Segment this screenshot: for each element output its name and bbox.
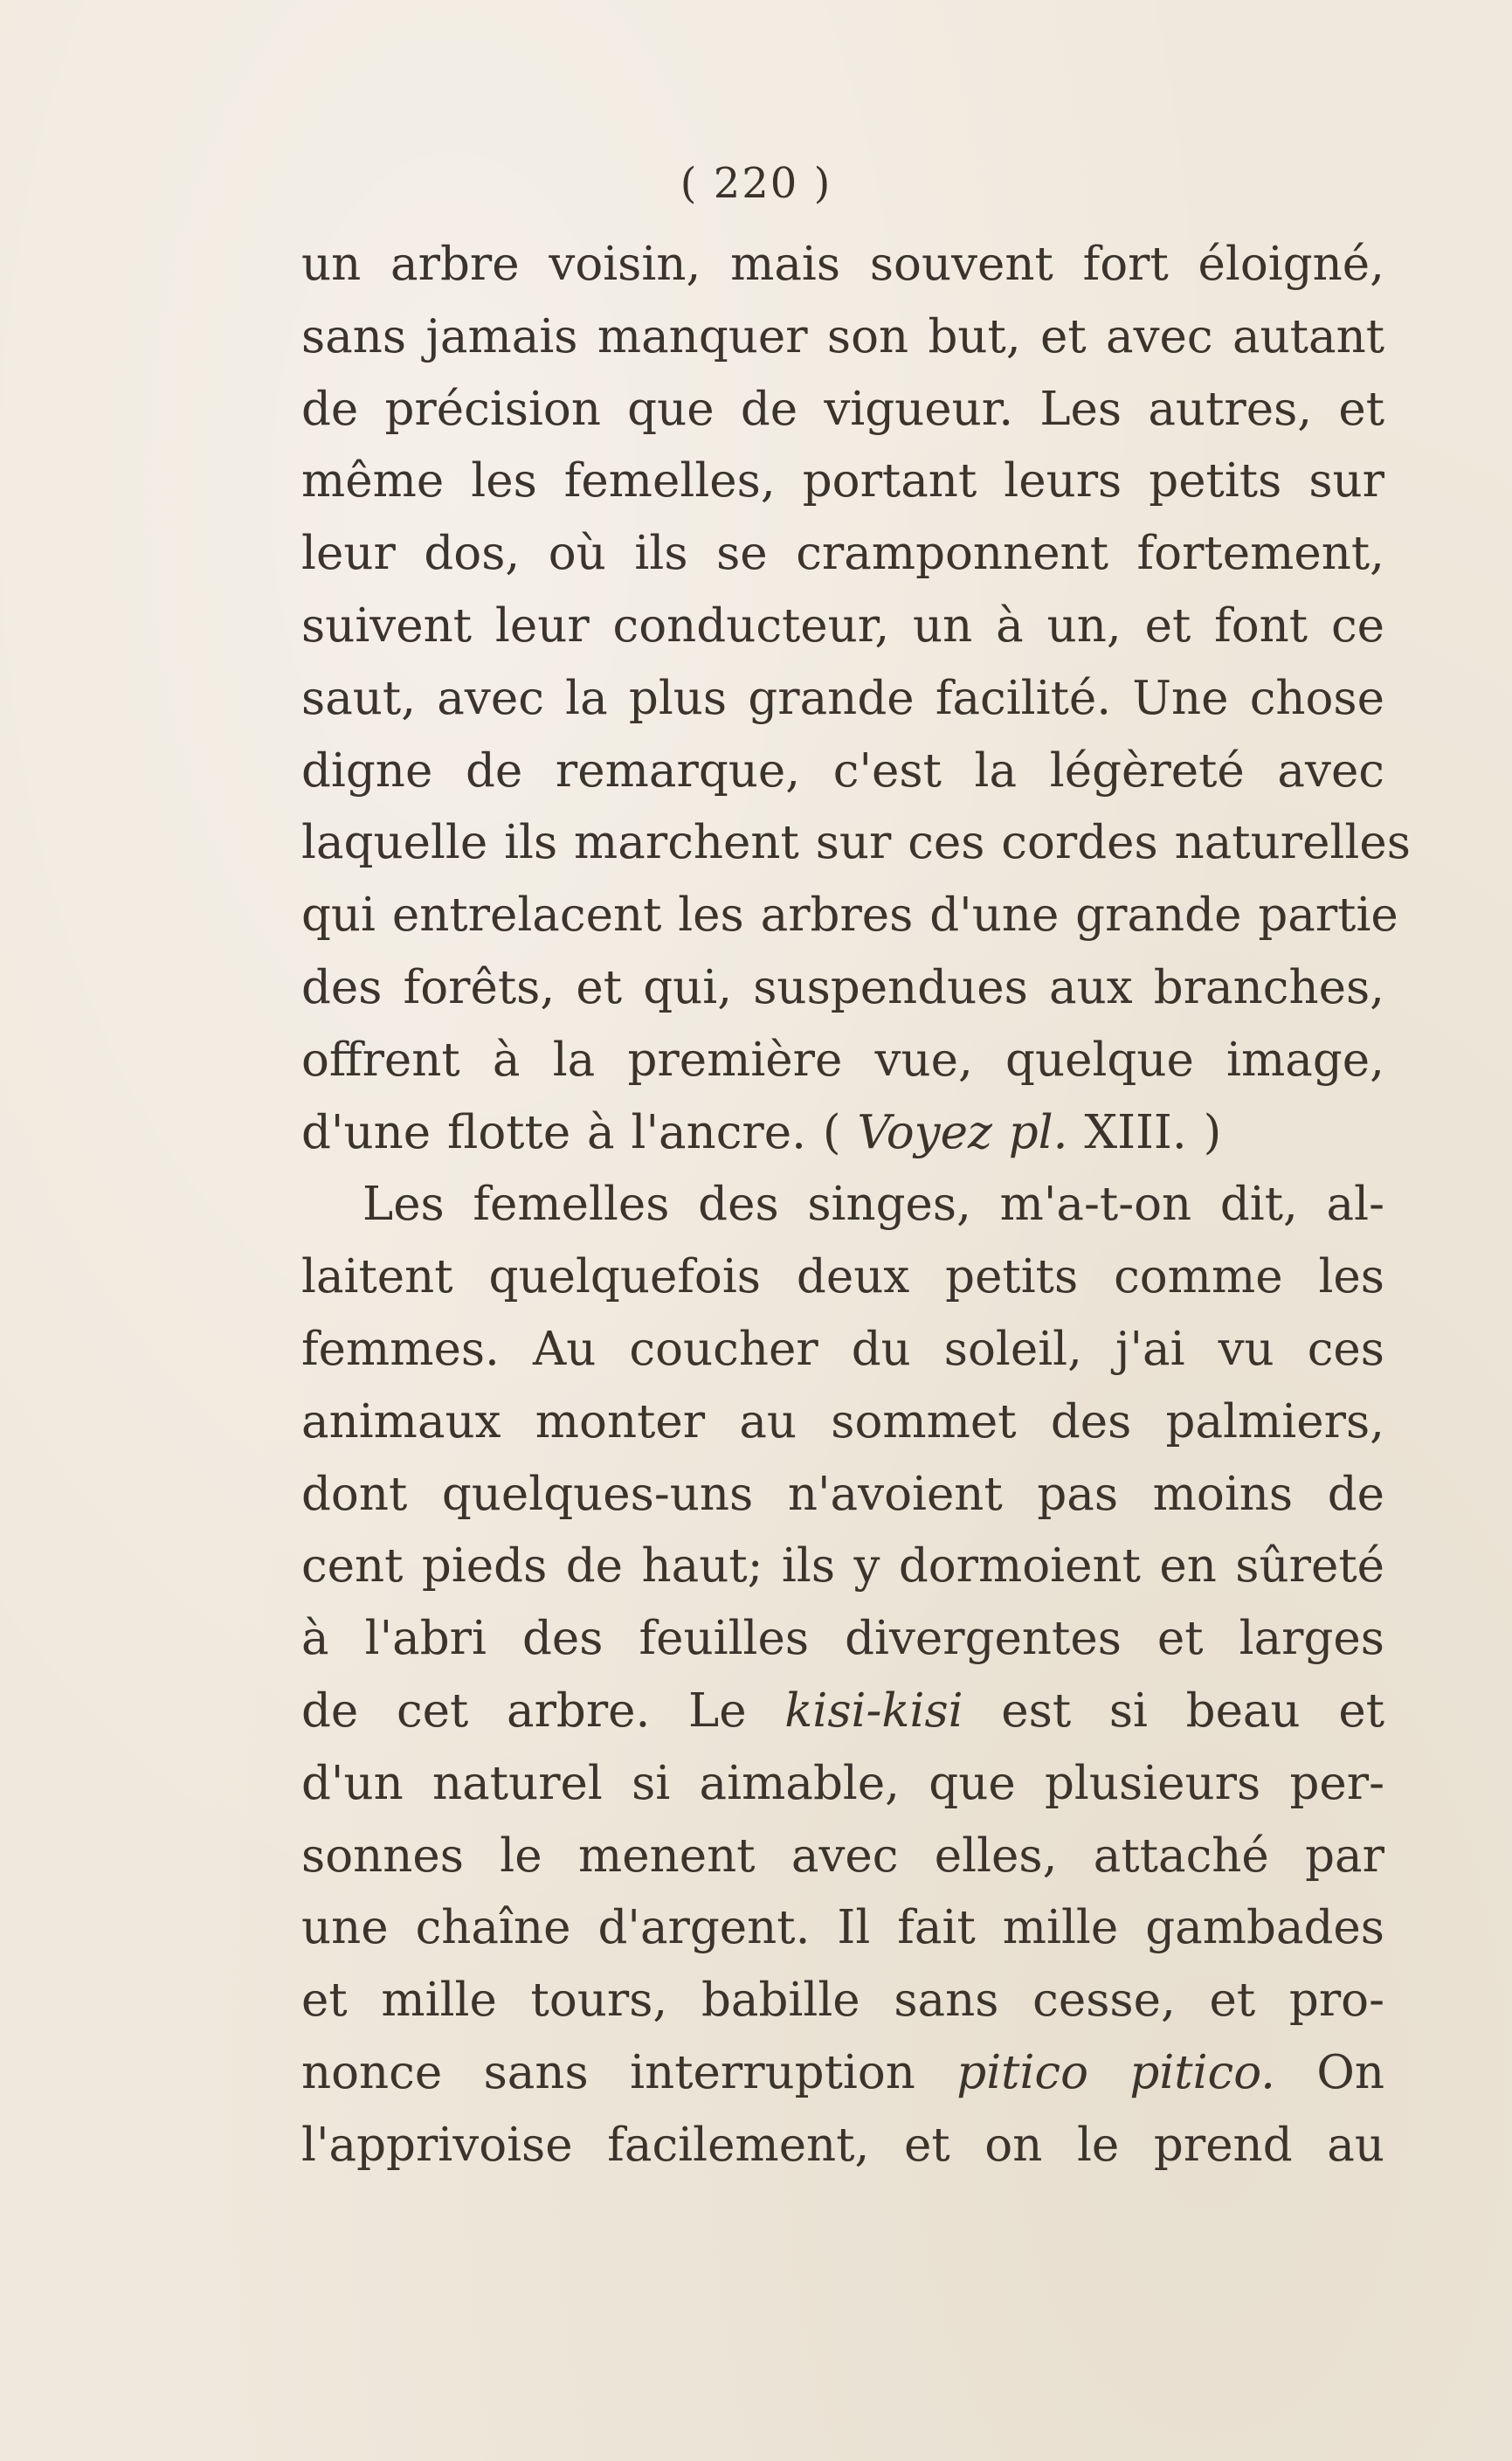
text-line: cent pieds de haut; ils y dormoient en sûreté: [301, 1539, 1384, 1593]
text-line: digne de remarque, c'est la légèreté avec: [301, 743, 1384, 798]
text-line: sans jamais manquer son but, et avec autant: [301, 309, 1384, 363]
text-line: [301, 2037, 1384, 2110]
text-line: saut, avec la plus grande facilité. Une chose: [301, 671, 1384, 725]
text-fragment: est si beau et: [963, 1683, 1384, 1738]
text-fragment: nonce sans interruption: [301, 2045, 957, 2099]
text-fragment: d'une flotte à l'ancre. (: [301, 1105, 858, 1159]
text-line: suivent leur conducteur, un à un, et font ce: [301, 598, 1384, 653]
italic-term: pitico pitico.: [956, 2045, 1276, 2099]
body-text: [301, 229, 1411, 2182]
page-number: ( 220 ): [680, 159, 832, 208]
text-line: offrent à la première vue, quelque image,: [301, 1033, 1384, 1087]
text-fragment: XIII. ): [1067, 1105, 1222, 1159]
text-line: sonnes le menent avec elles, attaché par: [301, 1828, 1384, 1883]
text-line: de précision que de vigueur. Les autres, et: [301, 382, 1384, 436]
text-line: dont quelques-uns n'avoient pas moins de: [301, 1467, 1384, 1521]
text-fragment: de cet arbre. Le: [301, 1683, 785, 1738]
text-line: animaux monter au sommet des palmiers,: [301, 1394, 1384, 1448]
text-line: qui entrelacent les arbres d'une grande partie: [301, 888, 1398, 943]
italic-reference: Voyez pl.: [857, 1105, 1068, 1159]
text-line: [301, 1097, 1384, 1170]
text-line: Les femelles des singes, m'a-t-on dit, al-: [362, 1178, 1384, 1232]
text-fragment: On: [1275, 2045, 1385, 2099]
text-line: [301, 1676, 1384, 1748]
text-line: même les femelles, portant leurs petits sur: [301, 454, 1384, 508]
text-line: femmes. Au coucher du soleil, j'ai vu ces: [301, 1322, 1384, 1376]
italic-term: kisi-kisi: [784, 1683, 963, 1738]
text-line: et mille tours, babille sans cesse, et pro-: [301, 1974, 1384, 2028]
text-line: l'apprivoise facilement, et on le prend au: [301, 2118, 1384, 2172]
text-line: à l'abri des feuilles divergentes et larges: [301, 1612, 1384, 1666]
text-line: d'un naturel si aimable, que plusieurs per-: [301, 1756, 1384, 1810]
text-line: leur dos, où ils se cramponnent fortement,: [301, 527, 1384, 581]
text-line: une chaîne d'argent. Il fait mille gambades: [301, 1901, 1384, 1955]
text-line: des forêts, et qui, suspendues aux branches,: [301, 960, 1384, 1014]
text-line: un arbre voisin, mais souvent fort éloigné,: [301, 238, 1384, 291]
text-line: laitent quelquefois deux petits comme les: [301, 1250, 1384, 1304]
text-line: laquelle ils marchent sur ces cordes naturelles: [301, 816, 1411, 870]
